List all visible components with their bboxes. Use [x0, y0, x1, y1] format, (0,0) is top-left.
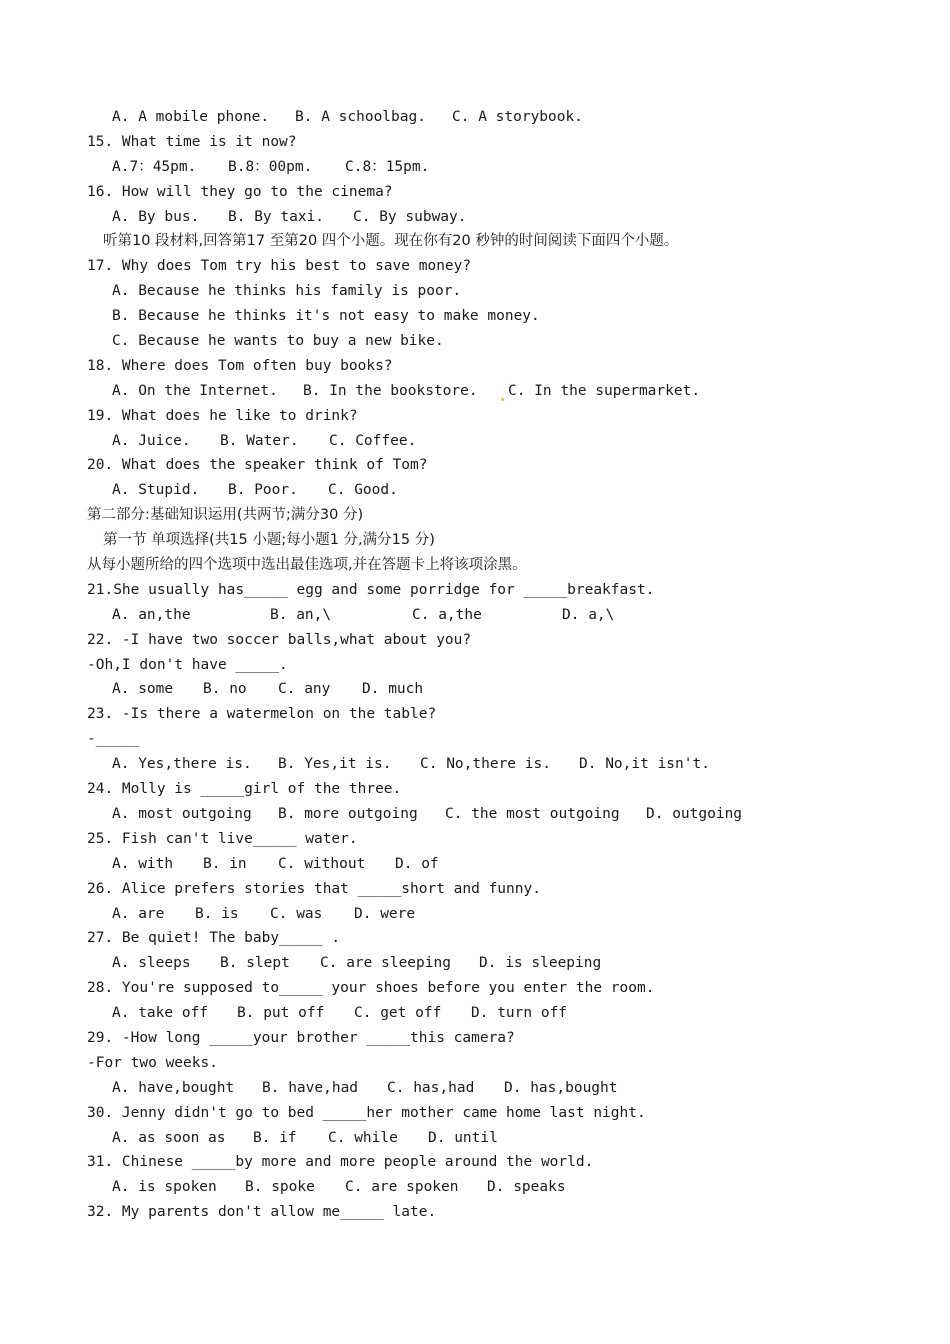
q29-option-c: C. has,had	[387, 1079, 475, 1096]
q21-option-b: B. an,\	[270, 606, 332, 623]
q25-option-b: B. in	[203, 855, 247, 872]
exam-page	[0, 105, 950, 1225]
q22-option-a: A. some	[112, 681, 174, 698]
section10-note: 听第10 段材料,回答第17 至第20 四个小题。现在你有20 秒钟的时间阅读下面四个小题。	[103, 233, 679, 250]
q24-option-d: D. outgoing	[646, 805, 743, 822]
q23-option-d: D. No,it isn't.	[579, 756, 710, 773]
q31-stem: 31. Chinese _____by more and more people around the world.	[87, 1154, 594, 1171]
q16-stem: 16. How will they go to the cinema?	[87, 183, 393, 200]
q22-stem: 22. -I have two soccer balls,what about you?	[87, 631, 472, 648]
section1-instructions: 从每小题所给的四个选项中选出最佳选项,并在答题卡上将该项涂黑。	[87, 557, 527, 574]
q24-options	[0, 802, 950, 827]
q28-stem: 28. You're supposed to_____ your shoes before you enter the room.	[87, 980, 655, 997]
q14-options	[0, 105, 950, 130]
q26-stem: 26. Alice prefers stories that _____short and funny.	[87, 880, 541, 897]
q18-option-a: A. On the Internet.	[112, 382, 278, 399]
q29-stem: 29. -How long _____your brother _____this camera?	[87, 1029, 515, 1046]
q16-option-a: A. By bus.	[112, 208, 200, 225]
q27-option-c: C. are sleeping	[320, 955, 451, 972]
q19-option-a: A. Juice.	[112, 432, 191, 449]
q15-option-a: A.7：45pm.	[112, 158, 197, 175]
q20-option-c: C. Good.	[328, 482, 398, 499]
q31-option-b: B. spoke	[245, 1179, 315, 1196]
q21-stem: 21.She usually has_____ egg and some porridge for _____breakfast.	[87, 581, 655, 598]
q22-reply: -Oh,I don't have _____.	[87, 656, 288, 673]
q26-option-c: C. was	[270, 905, 323, 922]
q22-option-c: C. any	[278, 681, 331, 698]
q25-stem: 25. Fish can't live_____ water.	[87, 830, 358, 847]
q26-option-a: A. are	[112, 905, 165, 922]
q16-option-c: C. By subway.	[353, 208, 467, 225]
q25-options	[0, 852, 950, 877]
q23-option-c: C. No,there is.	[420, 756, 551, 773]
q28-option-a: A. take off	[112, 1005, 209, 1022]
q23-option-a: A. Yes,there is.	[112, 756, 252, 773]
q19-options	[0, 429, 950, 454]
q18-stem: 18. Where does Tom often buy books?	[87, 357, 393, 374]
q28-option-c: C. get off	[354, 1005, 442, 1022]
q14-option-a: A. A mobile phone.	[112, 109, 270, 125]
q29-option-d: D. has,bought	[504, 1079, 618, 1096]
q27-option-d: D. is sleeping	[479, 955, 602, 972]
section1-title: 第一节 单项选择(共15 小题;每小题1 分,满分15 分)	[103, 532, 435, 549]
q27-option-a: A. sleeps	[112, 955, 191, 972]
q28-option-d: D. turn off	[471, 1005, 568, 1022]
q16-options	[0, 205, 950, 230]
q30-stem: 30. Jenny didn't go to bed _____her mother came home last night.	[87, 1104, 646, 1121]
q15-options	[0, 155, 950, 180]
q22-option-d: D. much	[362, 681, 424, 698]
q29-option-b: B. have,had	[262, 1079, 359, 1096]
q26-option-d: D. were	[354, 905, 416, 922]
q21-options	[0, 603, 950, 628]
q24-option-a: A. most outgoing	[112, 805, 252, 822]
q20-stem: 20. What does the speaker think of Tom?	[87, 457, 428, 474]
q19-stem: 19. What does he like to drink?	[87, 407, 358, 424]
q30-option-d: D. until	[428, 1129, 498, 1146]
q30-option-c: C. while	[328, 1129, 398, 1146]
q20-options	[0, 478, 950, 503]
q29-reply: -For two weeks.	[87, 1054, 218, 1071]
q24-option-b: B. more outgoing	[278, 805, 418, 822]
q27-options	[0, 951, 950, 976]
q14-option-c: C. A storybook.	[452, 109, 583, 125]
q25-option-a: A. with	[112, 855, 174, 872]
q23-reply: -_____	[87, 731, 140, 748]
q22-option-b: B. no	[203, 681, 247, 698]
q24-stem: 24. Molly is _____girl of the three.	[87, 781, 402, 798]
q30-option-b: B. if	[253, 1129, 297, 1146]
q31-option-d: D. speaks	[487, 1179, 566, 1196]
q30-options	[0, 1126, 950, 1151]
q25-option-c: C. without	[278, 855, 366, 872]
q17-option-a: A. Because he thinks his family is poor.	[112, 283, 462, 300]
q30-option-a: A. as soon as	[112, 1129, 226, 1146]
q16-option-b: B. By taxi.	[228, 208, 325, 225]
q17-stem: 17. Why does Tom try his best to save money?	[87, 258, 472, 275]
q15-option-c: C.8：15pm.	[345, 158, 430, 175]
q27-option-b: B. slept	[220, 955, 290, 972]
q26-options	[0, 902, 950, 927]
q23-options	[0, 752, 950, 777]
q28-options	[0, 1001, 950, 1026]
q20-option-b: B. Poor.	[228, 482, 298, 499]
q26-option-b: B. is	[195, 905, 239, 922]
q18-options	[0, 379, 950, 404]
q29-options	[0, 1076, 950, 1101]
q15-stem: 15. What time is it now?	[87, 133, 297, 150]
q18-option-c: C. In the supermarket.	[508, 382, 701, 399]
q19-option-b: B. Water.	[220, 432, 299, 449]
part2-title: 第二部分:基础知识运用(共两节;满分30 分)	[87, 507, 364, 524]
q31-option-a: A. is spoken	[112, 1179, 217, 1196]
q20-option-a: A. Stupid.	[112, 482, 200, 499]
q18-option-b: B. In the bookstore.	[303, 382, 478, 399]
q31-options	[0, 1175, 950, 1200]
q23-stem: 23. -Is there a watermelon on the table?	[87, 706, 437, 723]
q25-option-d: D. of	[395, 855, 439, 872]
q14-option-b: B. A schoolbag.	[295, 109, 426, 125]
q17-option-c: C. Because he wants to buy a new bike.	[112, 333, 444, 350]
q21-option-c: C. a,the	[412, 606, 482, 623]
q22-options	[0, 677, 950, 702]
speck-mark	[501, 398, 504, 401]
q27-stem: 27. Be quiet! The baby_____ .	[87, 930, 341, 947]
q32-stem: 32. My parents don't allow me_____ late.	[87, 1204, 437, 1221]
q24-option-c: C. the most outgoing	[445, 805, 620, 822]
q29-option-a: A. have,bought	[112, 1079, 235, 1096]
q17-option-b: B. Because he thinks it's not easy to make money.	[112, 308, 540, 325]
q19-option-c: C. Coffee.	[329, 432, 417, 449]
q31-option-c: C. are spoken	[345, 1179, 459, 1196]
q21-option-d: D. a,\	[562, 606, 615, 623]
q23-option-b: B. Yes,it is.	[278, 756, 392, 773]
q15-option-b: B.8：00pm.	[228, 158, 313, 175]
q21-option-a: A. an,the	[112, 606, 191, 623]
q28-option-b: B. put off	[237, 1005, 325, 1022]
